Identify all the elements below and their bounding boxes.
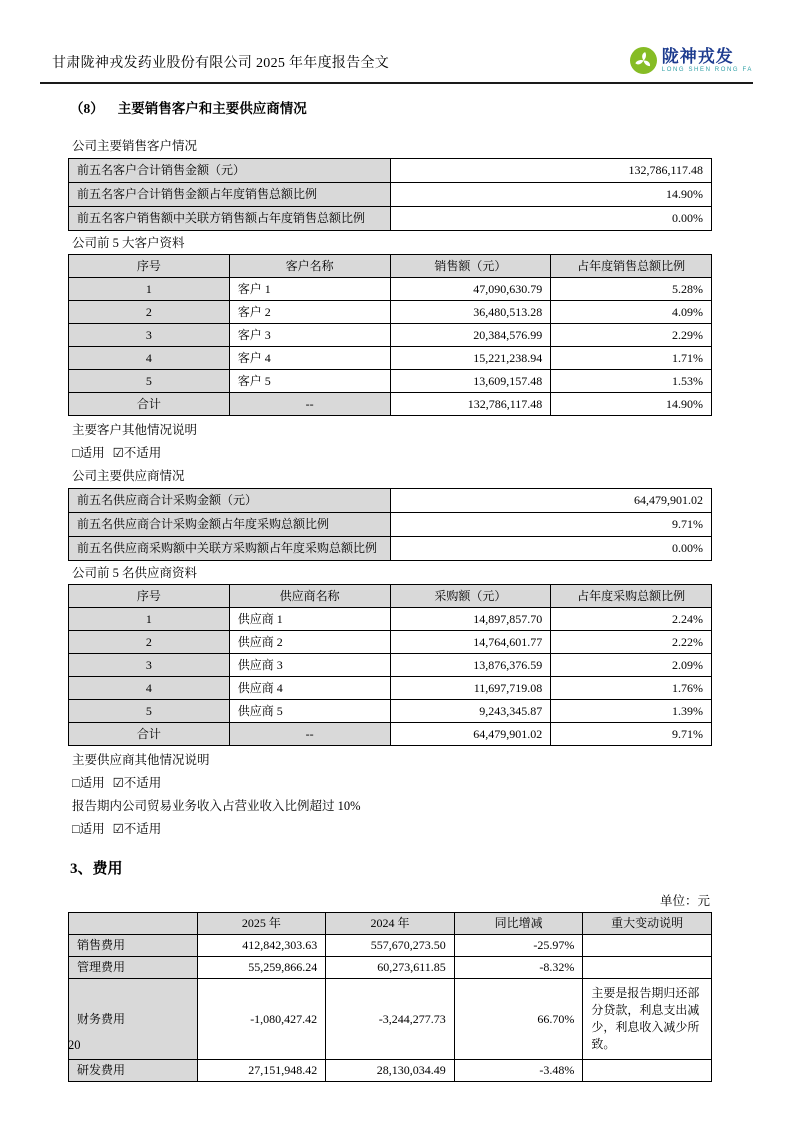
table-cell: 客户 1 <box>229 278 390 301</box>
not-applicable-option <box>113 776 162 790</box>
table-cell <box>583 1060 712 1082</box>
table-header-cell: 序号 <box>69 255 230 278</box>
logo-text <box>662 48 753 73</box>
table-row <box>69 489 712 513</box>
report-title: 甘肃陇神戎发药业股份有限公司 2025 年年度报告全文 <box>52 56 390 71</box>
suppliers-detail-table <box>68 584 712 746</box>
table-cell: 15,221,238.94 <box>390 347 551 370</box>
table-row <box>69 631 712 654</box>
table-cell: 前五名供应商合计采购金额（元） <box>69 489 391 513</box>
table-cell: 2 <box>69 301 230 324</box>
table-cell: 1.76% <box>551 677 712 700</box>
table-cell: 2 <box>69 631 230 654</box>
table-cell: 36,480,513.28 <box>390 301 551 324</box>
table-header-cell: 采购额（元） <box>390 585 551 608</box>
table-row <box>69 1060 712 1082</box>
applicable-label: 适用 <box>79 446 105 460</box>
checkbox-checked-icon: ☑ <box>112 776 124 790</box>
customers-summary-table <box>68 158 712 231</box>
table-cell: 132,786,117.48 <box>390 159 712 183</box>
not-applicable-option <box>113 822 162 836</box>
table-row <box>69 935 712 957</box>
expenses-table <box>68 912 712 1082</box>
table-header-cell: 占年度销售总额比例 <box>551 255 712 278</box>
table-cell: 0.00% <box>390 537 712 561</box>
table-cell: 前五名供应商采购额中关联方采购额占年度采购总额比例 <box>69 537 391 561</box>
page-number: 20 <box>68 1038 81 1052</box>
table-row <box>69 370 712 393</box>
table-cell: 14.90% <box>390 183 712 207</box>
checkbox-checked-icon: ☑ <box>112 446 124 460</box>
table-row <box>69 979 712 1060</box>
table-header-cell: 同比增减 <box>454 913 583 935</box>
table-cell: 供应商 1 <box>229 608 390 631</box>
table-header-row <box>69 585 712 608</box>
table-cell: 132,786,117.48 <box>390 393 551 416</box>
checkbox-unchecked-icon: □ <box>72 446 80 460</box>
table-cell: 5 <box>69 370 230 393</box>
section-8-heading <box>70 97 712 117</box>
table-total-row <box>69 723 712 746</box>
table-row <box>69 957 712 979</box>
table-header-row <box>69 913 712 935</box>
checkbox-unchecked-icon: □ <box>72 822 80 836</box>
table-cell: 管理费用 <box>69 957 198 979</box>
suppliers-caption: 公司主要供应商情况 <box>72 469 185 483</box>
table-row <box>69 654 712 677</box>
table-cell: 前五名供应商合计采购金额占年度采购总额比例 <box>69 513 391 537</box>
checkbox-checked-icon: ☑ <box>112 822 124 836</box>
section-3-heading: 3、费用 <box>70 861 123 877</box>
table-cell: 5 <box>69 700 230 723</box>
trade-applicability-line <box>72 821 712 838</box>
table-header-row <box>69 255 712 278</box>
table-cell: 客户 4 <box>229 347 390 370</box>
table-cell: 主要是报告期归还部分贷款，利息支出减少，利息收入减少所致。 <box>583 979 712 1060</box>
logo-name-cn: 陇神戎发 <box>661 46 734 66</box>
table-cell: 供应商 5 <box>229 700 390 723</box>
unit-label: 单位：元 <box>659 894 710 908</box>
page-content <box>68 84 712 1082</box>
table-row <box>69 537 712 561</box>
table-cell: 11,697,719.08 <box>390 677 551 700</box>
table-cell: -- <box>229 723 390 746</box>
applicable-option <box>72 446 105 460</box>
table-row <box>69 159 712 183</box>
table-cell: 28,130,034.49 <box>326 1060 455 1082</box>
table-cell: 2.24% <box>551 608 712 631</box>
table-cell: 557,670,273.50 <box>326 935 455 957</box>
table-cell: 66.70% <box>454 979 583 1060</box>
suppliers-table-caption: 公司前 5 名供应商资料 <box>72 566 198 580</box>
table-cell: 2.09% <box>551 654 712 677</box>
section-8-title: 主要销售客户和主要供应商情况 <box>117 101 307 116</box>
table-cell: 14,764,601.77 <box>390 631 551 654</box>
table-cell: 研发费用 <box>69 1060 198 1082</box>
table-cell: 1.53% <box>551 370 712 393</box>
applicable-option <box>72 776 105 790</box>
suppliers-summary-table <box>68 488 712 561</box>
table-cell: 2.29% <box>551 324 712 347</box>
table-row <box>69 207 712 231</box>
table-row <box>69 183 712 207</box>
table-cell: 前五名客户合计销售金额占年度销售总额比例 <box>69 183 391 207</box>
table-cell: 1 <box>69 608 230 631</box>
table-cell: 14.90% <box>551 393 712 416</box>
table-cell: 27,151,948.42 <box>197 1060 326 1082</box>
table-row <box>69 608 712 631</box>
table-header-cell <box>69 913 198 935</box>
table-row <box>69 513 712 537</box>
table-cell: -25.97% <box>454 935 583 957</box>
table-cell: 前五名客户销售额中关联方销售额占年度销售总额比例 <box>69 207 391 231</box>
customers-caption: 公司主要销售客户情况 <box>72 139 198 153</box>
table-cell: 64,479,901.02 <box>390 489 712 513</box>
table-cell: 13,876,376.59 <box>390 654 551 677</box>
section-8-number: （8） <box>70 101 104 116</box>
table-cell: 20,384,576.99 <box>390 324 551 347</box>
table-cell: 64,479,901.02 <box>390 723 551 746</box>
table-row <box>69 324 712 347</box>
suppliers-applicability-line <box>72 775 712 792</box>
table-row <box>69 347 712 370</box>
not-applicable-label: 不适用 <box>123 446 162 460</box>
table-row <box>69 700 712 723</box>
table-cell: 4.09% <box>551 301 712 324</box>
table-cell: -3.48% <box>454 1060 583 1082</box>
table-cell: 60,273,611.85 <box>326 957 455 979</box>
company-logo <box>630 47 753 78</box>
table-cell: -3,244,277.73 <box>326 979 455 1060</box>
table-row <box>69 278 712 301</box>
not-applicable-option <box>113 446 162 460</box>
customers-note-caption: 主要客户其他情况说明 <box>72 423 198 437</box>
table-cell: 14,897,857.70 <box>390 608 551 631</box>
applicable-option <box>72 822 105 836</box>
table-cell: 55,259,866.24 <box>197 957 326 979</box>
table-cell: -- <box>229 393 390 416</box>
logo-pinwheel-icon <box>630 47 657 74</box>
table-cell: -1,080,427.42 <box>197 979 326 1060</box>
table-cell: 3 <box>69 324 230 347</box>
table-cell: 财务费用 <box>69 979 198 1060</box>
table-cell: 1.71% <box>551 347 712 370</box>
table-cell: 5.28% <box>551 278 712 301</box>
table-cell: 2.22% <box>551 631 712 654</box>
table-header-cell: 序号 <box>69 585 230 608</box>
table-row <box>69 301 712 324</box>
applicable-label: 适用 <box>79 776 105 790</box>
table-cell: 3 <box>69 654 230 677</box>
table-header-cell: 2025 年 <box>197 913 326 935</box>
table-cell: 4 <box>69 677 230 700</box>
table-cell: 0.00% <box>390 207 712 231</box>
applicable-label: 适用 <box>79 822 105 836</box>
table-cell: 客户 3 <box>229 324 390 347</box>
table-cell: 4 <box>69 347 230 370</box>
suppliers-note-caption: 主要供应商其他情况说明 <box>72 753 210 767</box>
table-cell <box>583 957 712 979</box>
table-header-cell: 供应商名称 <box>229 585 390 608</box>
customers-applicability-line <box>72 445 712 462</box>
table-header-cell: 2024 年 <box>326 913 455 935</box>
table-cell: 412,842,303.63 <box>197 935 326 957</box>
table-cell: 1.39% <box>551 700 712 723</box>
page-header <box>40 42 753 84</box>
table-cell: 客户 2 <box>229 301 390 324</box>
table-cell: 销售费用 <box>69 935 198 957</box>
table-row <box>69 677 712 700</box>
table-header-cell: 占年度采购总额比例 <box>551 585 712 608</box>
table-cell: 合计 <box>69 723 230 746</box>
table-cell: 47,090,630.79 <box>390 278 551 301</box>
table-cell: 供应商 3 <box>229 654 390 677</box>
table-total-row <box>69 393 712 416</box>
table-cell: 供应商 2 <box>229 631 390 654</box>
table-header-cell: 销售额（元） <box>390 255 551 278</box>
table-cell: 9.71% <box>551 723 712 746</box>
table-cell: 供应商 4 <box>229 677 390 700</box>
table-cell: -8.32% <box>454 957 583 979</box>
table-cell: 1 <box>69 278 230 301</box>
logo-name-en: LONG SHEN RONG FA <box>661 66 753 73</box>
not-applicable-label: 不适用 <box>123 776 162 790</box>
table-cell: 前五名客户合计销售金额（元） <box>69 159 391 183</box>
table-header-cell: 客户名称 <box>229 255 390 278</box>
table-header-cell: 重大变动说明 <box>583 913 712 935</box>
table-cell: 13,609,157.48 <box>390 370 551 393</box>
table-cell: 合计 <box>69 393 230 416</box>
table-cell <box>583 935 712 957</box>
checkbox-unchecked-icon: □ <box>72 776 80 790</box>
trade-income-note: 报告期内公司贸易业务收入占营业收入比例超过 10% <box>72 799 361 813</box>
table-cell: 9.71% <box>390 513 712 537</box>
customers-table-caption: 公司前 5 大客户资料 <box>72 236 185 250</box>
not-applicable-label: 不适用 <box>123 822 162 836</box>
customers-detail-table <box>68 254 712 416</box>
table-cell: 客户 5 <box>229 370 390 393</box>
table-cell: 9,243,345.87 <box>390 700 551 723</box>
